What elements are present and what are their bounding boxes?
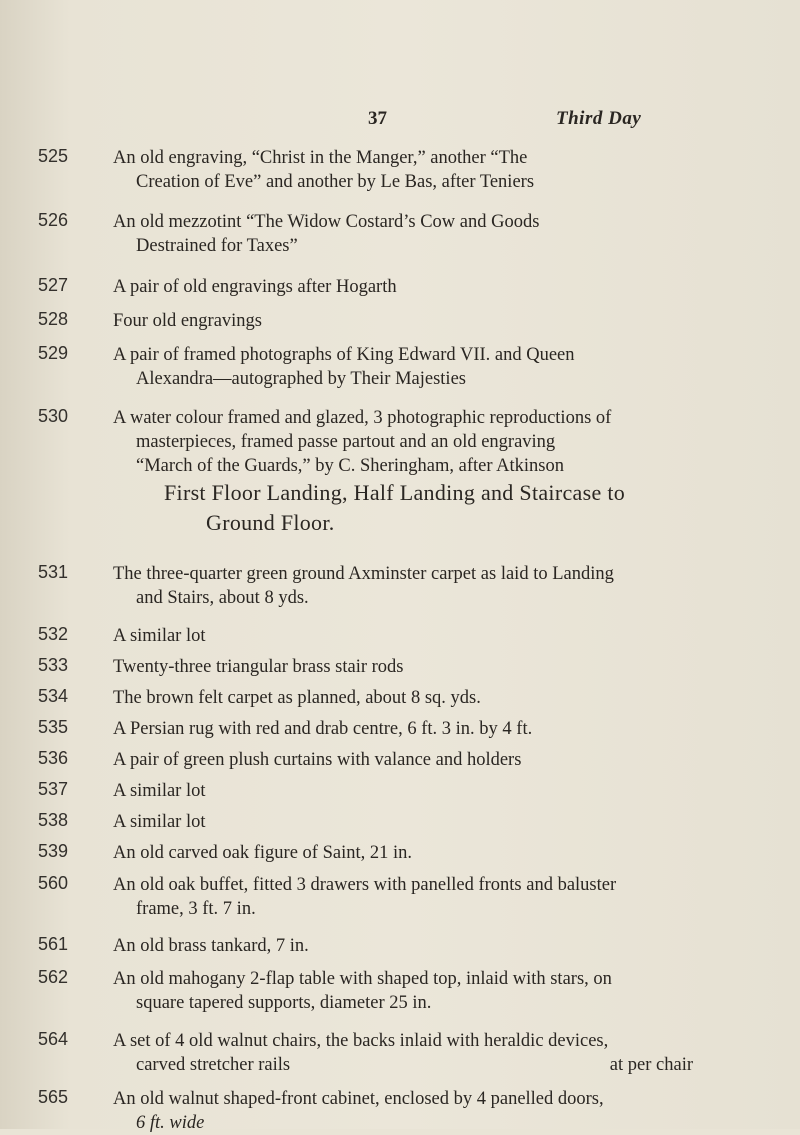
lot-line: Alexandra—autographed by Their Majesties (136, 369, 466, 389)
lot-line: A pair of old engravings after Hogarth (113, 277, 397, 297)
lot-description (113, 779, 673, 803)
lot-line: and Stairs, about 8 yds. (136, 588, 309, 608)
lot-line: Twenty-three triangular brass stair rods (113, 657, 404, 677)
section-heading-line: Ground Floor. (206, 510, 335, 535)
lot-number: 560 (38, 873, 69, 893)
lot-number: 528 (38, 309, 69, 329)
lot-number: 564 (38, 1029, 69, 1049)
lot-number: 525 (38, 146, 69, 166)
lot-line: 6 ft. wide (136, 1113, 205, 1133)
lot-description (113, 967, 673, 1015)
lot-description (113, 1087, 673, 1135)
lot-line: A similar lot (113, 781, 206, 801)
lot-line-text: carved stretcher rails (136, 1055, 291, 1075)
lot-number: 526 (38, 210, 69, 230)
lot-number: 536 (38, 748, 69, 768)
lot-line: A similar lot (113, 812, 206, 832)
lot-line: A set of 4 old walnut chairs, the backs inlaid with heraldic devices, (113, 1031, 609, 1051)
lot-line: The brown felt carpet as planned, about 8 sq. yds. (113, 688, 481, 708)
lot-description (113, 841, 673, 865)
lot-number: 530 (38, 406, 69, 426)
lot-line: An old mahogany 2-flap table with shaped top, inlaid with stars, on (113, 969, 612, 989)
day-heading: Third Day (556, 108, 642, 129)
lot-description (113, 748, 673, 772)
lot-description (113, 343, 673, 391)
lot-number: 535 (38, 717, 69, 737)
lot-description (113, 934, 673, 958)
lot-line: A water colour framed and glazed, 3 photographic reproductions of (113, 408, 612, 428)
section-heading-line: First Floor Landing, Half Landing and Staircase to (164, 480, 626, 505)
lot-number: 537 (38, 779, 69, 799)
lot-number: 529 (38, 343, 69, 363)
lot-line: An old oak buffet, fitted 3 drawers with panelled fronts and baluster (113, 875, 617, 895)
lot-description (113, 309, 673, 333)
lot-line: Creation of Eve” and another by Le Bas, after Teniers (136, 172, 535, 192)
price-unit: at per chair (609, 1055, 693, 1075)
lot-number: 538 (38, 810, 69, 830)
lot-number: 561 (38, 934, 69, 954)
page-header (0, 108, 800, 134)
lot-description (113, 210, 673, 258)
lot-number: 534 (38, 686, 69, 706)
lot-line: Four old engravings (113, 311, 263, 331)
lot-description (113, 275, 673, 299)
page-number: 37 (368, 108, 387, 129)
lot-number: 539 (38, 841, 69, 861)
lot-description (113, 717, 673, 741)
lot-number: 527 (38, 275, 69, 295)
lot-description (113, 146, 673, 194)
lot-line: An old carved oak figure of Saint, 21 in. (113, 843, 413, 863)
lot-line: An old mezzotint “The Widow Costard’s Cow and Goods (113, 212, 540, 232)
lot-number: 562 (38, 967, 69, 987)
section-heading (164, 478, 684, 538)
lot-description (113, 810, 673, 834)
lot-number: 531 (38, 562, 69, 582)
lot-number: 532 (38, 624, 69, 644)
lot-line: An old brass tankard, 7 in. (113, 936, 309, 956)
lot-description (113, 655, 673, 679)
lot-line: square tapered supports, diameter 25 in. (136, 993, 432, 1013)
lot-line: A pair of green plush curtains with valance and holders (113, 750, 522, 770)
lot-line (113, 1053, 693, 1077)
lot-number: 533 (38, 655, 69, 675)
lot-number: 565 (38, 1087, 69, 1107)
lot-line: A similar lot (113, 626, 206, 646)
lot-line: Destrained for Taxes” (136, 236, 298, 256)
lot-description (113, 624, 673, 648)
lot-line: masterpieces, framed passe partout and an old engraving (136, 432, 556, 452)
lot-line: A pair of framed photographs of King Edward VII. and Queen (113, 345, 575, 365)
lot-line: frame, 3 ft. 7 in. (136, 899, 256, 919)
lot-line: “March of the Guards,” by C. Sheringham, after Atkinson (136, 456, 564, 476)
lot-description (113, 562, 673, 610)
lot-description (113, 686, 673, 710)
lot-line: The three-quarter green ground Axminster carpet as laid to Landing (113, 564, 614, 584)
lot-description (113, 873, 673, 921)
lot-description (113, 406, 673, 478)
lot-line: A Persian rug with red and drab centre, 6 ft. 3 in. by 4 ft. (113, 719, 533, 739)
lot-line: An old walnut shaped-front cabinet, enclosed by 4 panelled doors, (113, 1089, 604, 1109)
lot-description (113, 1029, 693, 1077)
lot-line: An old engraving, “Christ in the Manger,” another “The (113, 148, 528, 168)
